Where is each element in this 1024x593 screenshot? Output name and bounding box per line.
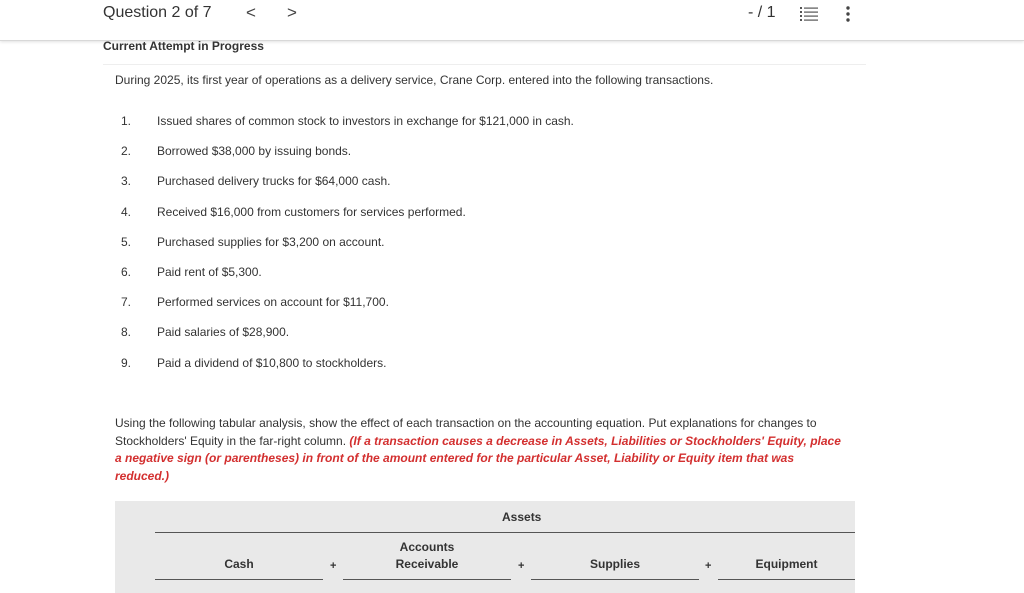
transaction-number: 1. — [121, 114, 132, 128]
transaction-number: 6. — [121, 264, 132, 279]
transaction-number: 7. — [121, 295, 132, 310]
list-icon[interactable] — [800, 6, 818, 22]
transaction-text: Paid salaries of $28,900. — [157, 325, 290, 340]
plus-sign: + — [330, 560, 337, 572]
transaction-text: Performed services on account for $11,700. — [157, 295, 389, 310]
column-header-cash: Cash — [224, 557, 254, 571]
instructions — [115, 415, 850, 485]
transaction-number: 4. — [121, 204, 132, 219]
transaction-text: Paid rent of $5,300. — [157, 264, 262, 279]
attempt-status: Current Attempt in Progress — [103, 39, 264, 53]
more-vertical-icon[interactable] — [844, 5, 852, 23]
column-header-accounts-receivable: Accounts Receivable — [395, 540, 459, 571]
transaction-text: Issued shares of common stock to investors in exchange for $121,000 in cash. — [157, 114, 574, 128]
transaction-text: Borrowed $38,000 by issuing bonds. — [157, 144, 352, 159]
divider — [103, 64, 866, 65]
score: - / 1 — [748, 4, 776, 21]
chevron-right-icon[interactable]: > — [287, 3, 297, 22]
assets-group-header: Assets — [502, 510, 542, 524]
transaction-number: 3. — [121, 174, 132, 189]
instructions-note: (If a transaction causes a decrease in Assets, Liabilities or Stockholders' Equity, place a negative sign (or parentheses) in front of the amount entered for the particular Asset, Liability or Equity item that was reduced.) — [115, 433, 841, 483]
column-rule — [155, 579, 323, 580]
assets-rule — [155, 532, 855, 533]
transaction-number: 9. — [121, 355, 132, 370]
transaction-text: Purchased delivery trucks for $64,000 cash. — [157, 174, 391, 189]
tabular-analysis-table — [115, 501, 855, 593]
question-counter: Question 2 of 7 — [103, 4, 212, 21]
transaction-number: 8. — [121, 325, 132, 340]
column-rule — [343, 579, 511, 580]
transaction-number: 5. — [121, 234, 132, 249]
instructions-text: Using the following tabular analysis, show the effect of each transaction on the accounting equation. Put explanations for changes to Stockholders' Equity in the far-right column. — [115, 416, 817, 448]
plus-sign: + — [705, 560, 712, 572]
column-rule — [718, 579, 855, 580]
column-header-equipment: Equipment — [755, 557, 818, 571]
chevron-left-icon[interactable]: < — [246, 3, 256, 22]
column-rule — [531, 579, 699, 580]
transaction-number: 2. — [121, 144, 132, 159]
transaction-text: Purchased supplies for $3,200 on account. — [157, 234, 385, 249]
question-intro: During 2025, its first year of operations as a delivery service, Crane Corp. entered into the following transactions. — [115, 73, 714, 87]
transaction-text: Received $16,000 from customers for services performed. — [157, 204, 466, 219]
column-header-supplies: Supplies — [589, 557, 640, 571]
transaction-text: Paid a dividend of $10,800 to stockholders. — [157, 355, 387, 370]
top-bar — [0, 0, 1024, 41]
plus-sign: + — [518, 560, 525, 572]
